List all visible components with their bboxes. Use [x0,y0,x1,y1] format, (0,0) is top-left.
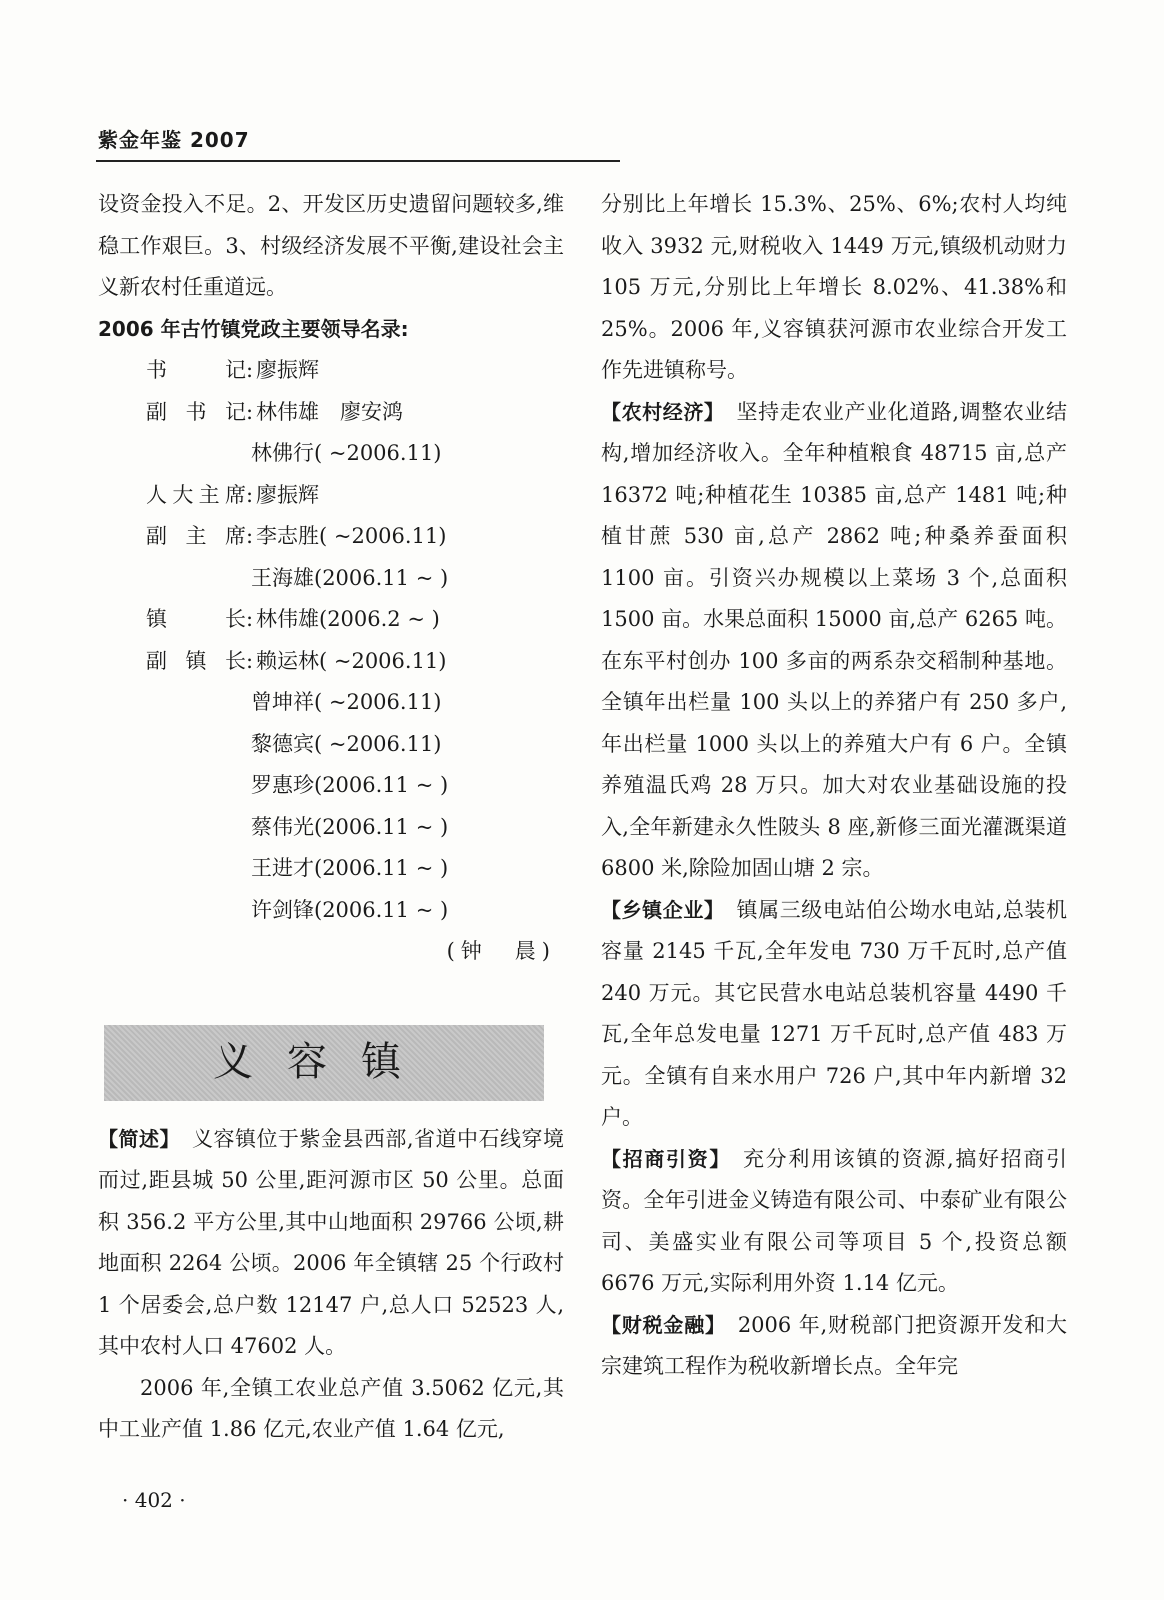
leader-name: 曾坤祥( ~2006.11) [251,690,442,714]
output-paragraph: 2006 年,全镇工农业总产值 3.5062 亿元,其中工业产值 1.86 亿元,农业产值 1.64 亿元, [98,1375,564,1441]
leader-name: 李志胜( ~2006.11) [256,524,447,548]
leader-title: 书记 [146,358,246,382]
leader-name: 赖运林( ~2006.11) [256,648,447,673]
leader-row: 副主席 : 李志胜( ~2006.11) [98,516,564,558]
leader-name: 廖振辉 [256,482,319,507]
left-column [98,184,564,1451]
leader-title: 副镇长 [146,648,246,673]
leader-name: 王进才(2006.11 ~ ) [251,856,449,880]
section-text: 坚持走农业产业化道路,调整农业结构,增加经济收入。全年种植粮食 48715 亩,总产 16372 吨;种植花生 10385 亩,总产 1481 吨;种植甘蔗 530 亩,总产 2862 吨;种桑养蚕面积 1100 亩。引资兴办规模以上菜场 3 个,总面积 1500 亩。水果总面积 15000 亩,总产 6265 吨。在东平村创办 100 多亩的两系杂交稻制种基地。全镇年出栏量 100 头以上的养猪户有 250 多户,年出栏量 1000 头以上的养殖大户有 6 户。全镇养殖温氏鸡 28 万只。加大对农业基础设施的投入,全年新建永久性陂头 8 座,新修三面光灌溉渠道 6800 米,除险加固山塘 2 宗。 [601,399,1067,880]
section-tag: 【财税金融】 [601,1312,726,1337]
right-column [601,184,1067,1388]
leader-row: 镇长 : 林伟雄(2006.2 ~ ) [98,599,564,641]
leader-name: 林佛行( ~2006.11) [251,441,442,465]
section-finance [601,1305,1067,1388]
leader-title: 副主席 [146,524,246,548]
continued-paragraph: 分别比上年增长 15.3%、25%、6%;农村人均纯收入 3932 元,财税收入 1449 万元,镇级机动财力 105 万元,分别比上年增长 8.02%、41.38%和 25%。2006 年,义容镇获河源市农业综合开发工作先进镇称号。 [601,192,1067,382]
summary-tag: 【简述】 [98,1126,180,1151]
leader-name: 林伟雄(2006.2 ~ ) [256,607,440,631]
leader-name: 王海雄(2006.11 ~ ) [251,565,449,590]
leader-title: 副书记 [146,399,246,424]
leaders-list [98,350,564,931]
leader-row: 副镇长 : 赖运林( ~2006.11) [98,641,564,683]
section-tag: 【招商引资】 [601,1146,731,1171]
section-rural-economy [601,392,1067,890]
section-title: 义容镇 [213,1038,435,1085]
leaders-heading: 2006 年古竹镇党政主要领导名录: [98,316,409,341]
section-tag: 【农村经济】 [601,399,725,424]
running-header: 紫金年鉴 2007 [98,128,250,152]
leader-row: 书记 : 廖振辉 [98,350,564,392]
summary-paragraph [98,1119,564,1368]
leader-name: 罗惠珍(2006.11 ~ ) [251,773,449,797]
section-text: 镇属三级电站伯公坳水电站,总装机容量 2145 千瓦,全年发电 730 万千瓦时,总产值 240 万元。其它民营水电站总装机容量 4490 千瓦,全年总发电量 1271 万千瓦时,总产值 483 万元。全镇有自来水用户 726 户,其中年内新增 32 户。 [601,897,1067,1129]
leader-row: 人大主席 : 廖振辉 [98,475,564,517]
author-credit: (钟 晨) [446,939,556,963]
section-investment [601,1139,1067,1305]
leader-name: 许剑锋(2006.11 ~ ) [251,897,449,922]
leader-name: 廖振辉 [256,358,319,382]
section-tag: 【乡镇企业】 [601,897,725,922]
leader-title: 镇长 [146,607,246,631]
section-text: 充分利用该镇的资源,搞好招商引资。全年引进金义铸造有限公司、中泰矿业有限公司、美盛实业有限公司等项目 5 个,投资总额 6676 万元,实际利用外资 1.14 亿元。 [601,1146,1067,1295]
header-rule [96,160,620,162]
section-text: 2006 年,财税部门把资源开发和大宗建筑工程作为税收新增长点。全年完 [601,1312,1068,1378]
leader-title: 人大主席 [146,482,246,507]
leader-name: 林伟雄 廖安鸿 [256,399,403,424]
leader-name: 黎德宾( ~2006.11) [251,731,442,756]
intro-paragraph: 设资金投入不足。2、开发区历史遗留问题较多,维稳工作艰巨。3、村级经济发展不平衡,建设社会主义新农村任重道远。 [98,192,564,299]
section-township-enterprise [601,890,1067,1139]
leader-row: 副书记 : 林伟雄 廖安鸿 [98,392,564,434]
section-title-banner [104,1025,544,1101]
page-number: · 402 · [122,1488,186,1512]
leader-name: 蔡伟光(2006.11 ~ ) [251,814,449,839]
summary-text: 义容镇位于紫金县西部,省道中石线穿境而过,距县城 50 公里,距河源市区 50 公里。总面积 356.2 平方公里,其中山地面积 29766 公顷,耕地面积 2264 公顷。2006 年全镇辖 25 个行政村 1 个居委会,总户数 12147 户,总人口 52523 人,其中农村人口 47602 人。 [98,1126,564,1358]
